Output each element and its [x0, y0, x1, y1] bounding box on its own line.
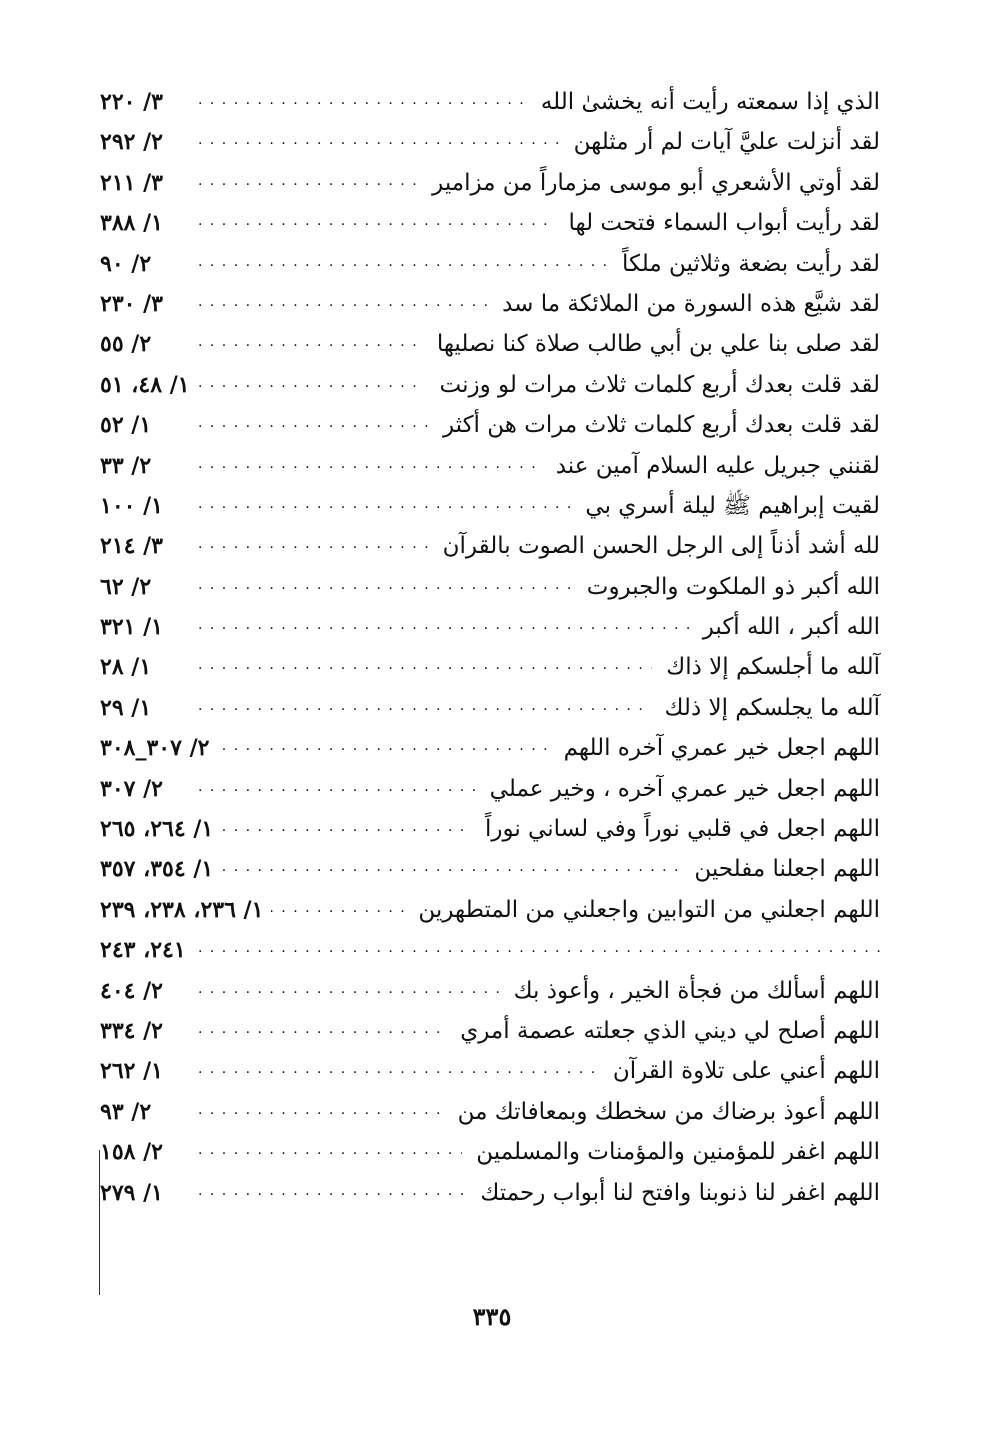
index-entry: [100, 769, 880, 809]
entry-text: لقد قلت بعدك أربع كلمات ثلاث مرات لو وزنت: [439, 371, 880, 398]
entry-text: اللهم اجعلني من التوابين واجعلني من المتطهرين: [418, 896, 880, 923]
entry-reference: ١/ ٢٧٩: [100, 1173, 171, 1213]
entry-reference: ١/ ٢٨: [100, 647, 159, 687]
index-entry: [100, 122, 880, 162]
dot-leader: [198, 981, 500, 1001]
entry-reference: ٣/ ٢٢٠: [100, 82, 171, 122]
entry-text: آلله ما أجلسكم إلا ذاك: [666, 654, 880, 681]
entry-reference: ٣/ ٢١١: [100, 163, 171, 203]
index-entry: [100, 486, 880, 526]
hadith-index-list: [100, 82, 880, 1213]
index-entry: [100, 284, 880, 324]
index-entry: [100, 1011, 880, 1051]
entry-text: اللهم أعني على تلاوة القرآن: [612, 1058, 880, 1085]
entry-reference: ٢/ ٣٣٤: [100, 1011, 171, 1051]
dot-leader: [198, 132, 560, 152]
entry-reference: ١/ ٣٥٤، ٣٥٧: [100, 849, 221, 889]
entry-reference: ١/ ٢٦٢: [100, 1051, 171, 1091]
dot-leader: [198, 415, 429, 435]
entry-text: لقد شيَّع هذه السورة من الملائكة ما سد: [502, 290, 880, 317]
dot-leader: [198, 92, 527, 112]
index-entry: [100, 728, 880, 768]
entry-text: لقد رأيت بضعة وثلاثين ملكاً: [622, 250, 880, 277]
dot-leader: [198, 213, 555, 233]
index-entry: [100, 244, 880, 284]
entry-reference: ٢/ ٢٩٢: [100, 122, 171, 162]
entry-text: لله أشد أذناً إلى الرجل الحسن الصوت بالقرآن: [442, 533, 880, 560]
index-entry: [100, 647, 880, 687]
entry-text: اللهم اغفر للمؤمنين والمؤمنات والمسلمين: [476, 1139, 880, 1166]
index-entry: [100, 1173, 880, 1213]
index-entry: [100, 1051, 880, 1091]
index-entry: [100, 890, 880, 930]
binding-edge-mark: [99, 1150, 100, 1295]
dot-leader: [198, 657, 652, 677]
dot-leader: [198, 1102, 444, 1122]
entry-reference: ١/ ٣٨٨: [100, 203, 171, 243]
dot-leader: [198, 294, 488, 314]
entry-reference: ٢/ ٩٠: [100, 244, 159, 284]
entry-text: الله أكبر ، الله أكبر: [702, 614, 880, 641]
entry-reference: ٣/ ٢٣٠: [100, 284, 171, 324]
dot-leader: [198, 334, 423, 354]
index-entry: [100, 930, 880, 970]
entry-text: اللهم اجعل في قلبي نوراً وفي لساني نوراً: [484, 816, 880, 843]
dot-leader: [198, 1142, 462, 1162]
entry-text: الله أكبر ذو الملكوت والجبروت: [586, 573, 880, 600]
entry-reference: ٢/ ٦٢: [100, 567, 159, 607]
entry-reference: ١/ ٥٢: [100, 405, 159, 445]
entry-reference: ٢/ ٤٠٤: [100, 971, 171, 1011]
dot-leader: [198, 738, 550, 758]
entry-reference: ٢/ ٥٥: [100, 324, 159, 364]
entry-reference: ٢٤١، ٢٤٣: [100, 930, 194, 970]
dot-leader: [198, 698, 651, 718]
index-entry: [100, 971, 880, 1011]
index-entry: [100, 163, 880, 203]
entry-text: لقد أنزلت عليَّ آيات لم أر مثلهن: [573, 129, 880, 156]
index-entry: [100, 567, 880, 607]
entry-reference: ٢/ ٩٣: [100, 1092, 159, 1132]
index-entry: [100, 607, 880, 647]
entry-text: لقنني جبريل عليه السلام آمين عند: [555, 452, 880, 479]
entry-reference: ١/ ٣٢١: [100, 607, 171, 647]
dot-leader: [198, 1021, 446, 1041]
entry-reference: ١/ ٤٨، ٥١: [100, 365, 198, 405]
dot-leader: [198, 173, 418, 193]
dot-leader: [198, 859, 680, 879]
dot-leader: [198, 1183, 466, 1203]
entry-text: اللهم أعوذ برضاك من سخطك وبمعافاتك من: [457, 1098, 880, 1125]
entry-text: لقيت إبراهيم ﷺ ليلة أسري بي: [585, 492, 880, 519]
dot-leader: [198, 456, 542, 476]
dot-leader: [198, 375, 425, 395]
dot-leader: [198, 254, 608, 274]
entry-text: لقد قلت بعدك أربع كلمات ثلاث مرات هن أكثر: [442, 412, 880, 439]
index-entry: [100, 324, 880, 364]
dot-leader: [198, 536, 429, 556]
dot-leader: [198, 779, 476, 799]
index-entry: [100, 688, 880, 728]
dot-leader: [198, 496, 571, 516]
entry-text: اللهم أصلح لي ديني الذي جعلته عصمة أمري: [460, 1017, 880, 1044]
index-entry: [100, 849, 880, 889]
entry-reference: ١/ ٢٣٦، ٢٣٨، ٢٣٩: [100, 890, 271, 930]
dot-leader: [198, 1061, 599, 1081]
entry-text: اللهم أسألك من فجأة الخير ، وأعوذ بك: [513, 977, 880, 1004]
entry-text: اللهم اجعل خير عمري آخره ، وخير عملي: [489, 775, 880, 802]
index-entry: [100, 82, 880, 122]
index-entry: [100, 446, 880, 486]
entry-text: آلله ما يجلسكم إلا ذلك: [664, 694, 880, 721]
entry-reference: ٢/ ٣٠٧_٣٠٨: [100, 728, 217, 768]
entry-reference: ١/ ٢٦٤، ٢٦٥: [100, 809, 221, 849]
entry-text: اللهم اغفر لنا ذنوبنا وافتح لنا أبواب رحمتك: [480, 1179, 880, 1206]
dot-leader: [198, 940, 880, 960]
entry-reference: ٢/ ٣٣: [100, 446, 159, 486]
entry-text: الذي إذا سمعته رأيت أنه يخشىٰ الله: [540, 89, 880, 115]
entry-reference: ٢/ ٣٠٧: [100, 769, 171, 809]
entry-text: لقد أوتي الأشعري أبو موسى مزماراً من مزامير: [432, 169, 880, 196]
entry-reference: ٣/ ٢١٤: [100, 526, 171, 566]
index-entry: [100, 405, 880, 445]
entry-reference: ١/ ١٠٠: [100, 486, 171, 526]
index-entry: [100, 203, 880, 243]
dot-leader: [198, 819, 471, 839]
entry-text: لقد رأيت أبواب السماء فتحت لها: [568, 210, 880, 237]
dot-leader: [198, 617, 689, 637]
dot-leader: [198, 577, 573, 597]
entry-text: لقد صلى بنا علي بن أبي طالب صلاة كنا نصليها: [436, 331, 880, 358]
index-entry: [100, 809, 880, 849]
index-entry: [100, 1092, 880, 1132]
index-entry: [100, 1132, 880, 1172]
entry-reference: ١/ ٢٩: [100, 688, 159, 728]
entry-text: اللهم اجعلنا مفلحين: [694, 856, 880, 883]
entry-reference: ٢/ ١٥٨: [100, 1132, 171, 1172]
page-number: ٣٣٥: [472, 1302, 512, 1331]
entry-text: اللهم اجعل خير عمري آخره اللهم: [563, 735, 880, 762]
index-entry: [100, 526, 880, 566]
index-entry: [100, 365, 880, 405]
